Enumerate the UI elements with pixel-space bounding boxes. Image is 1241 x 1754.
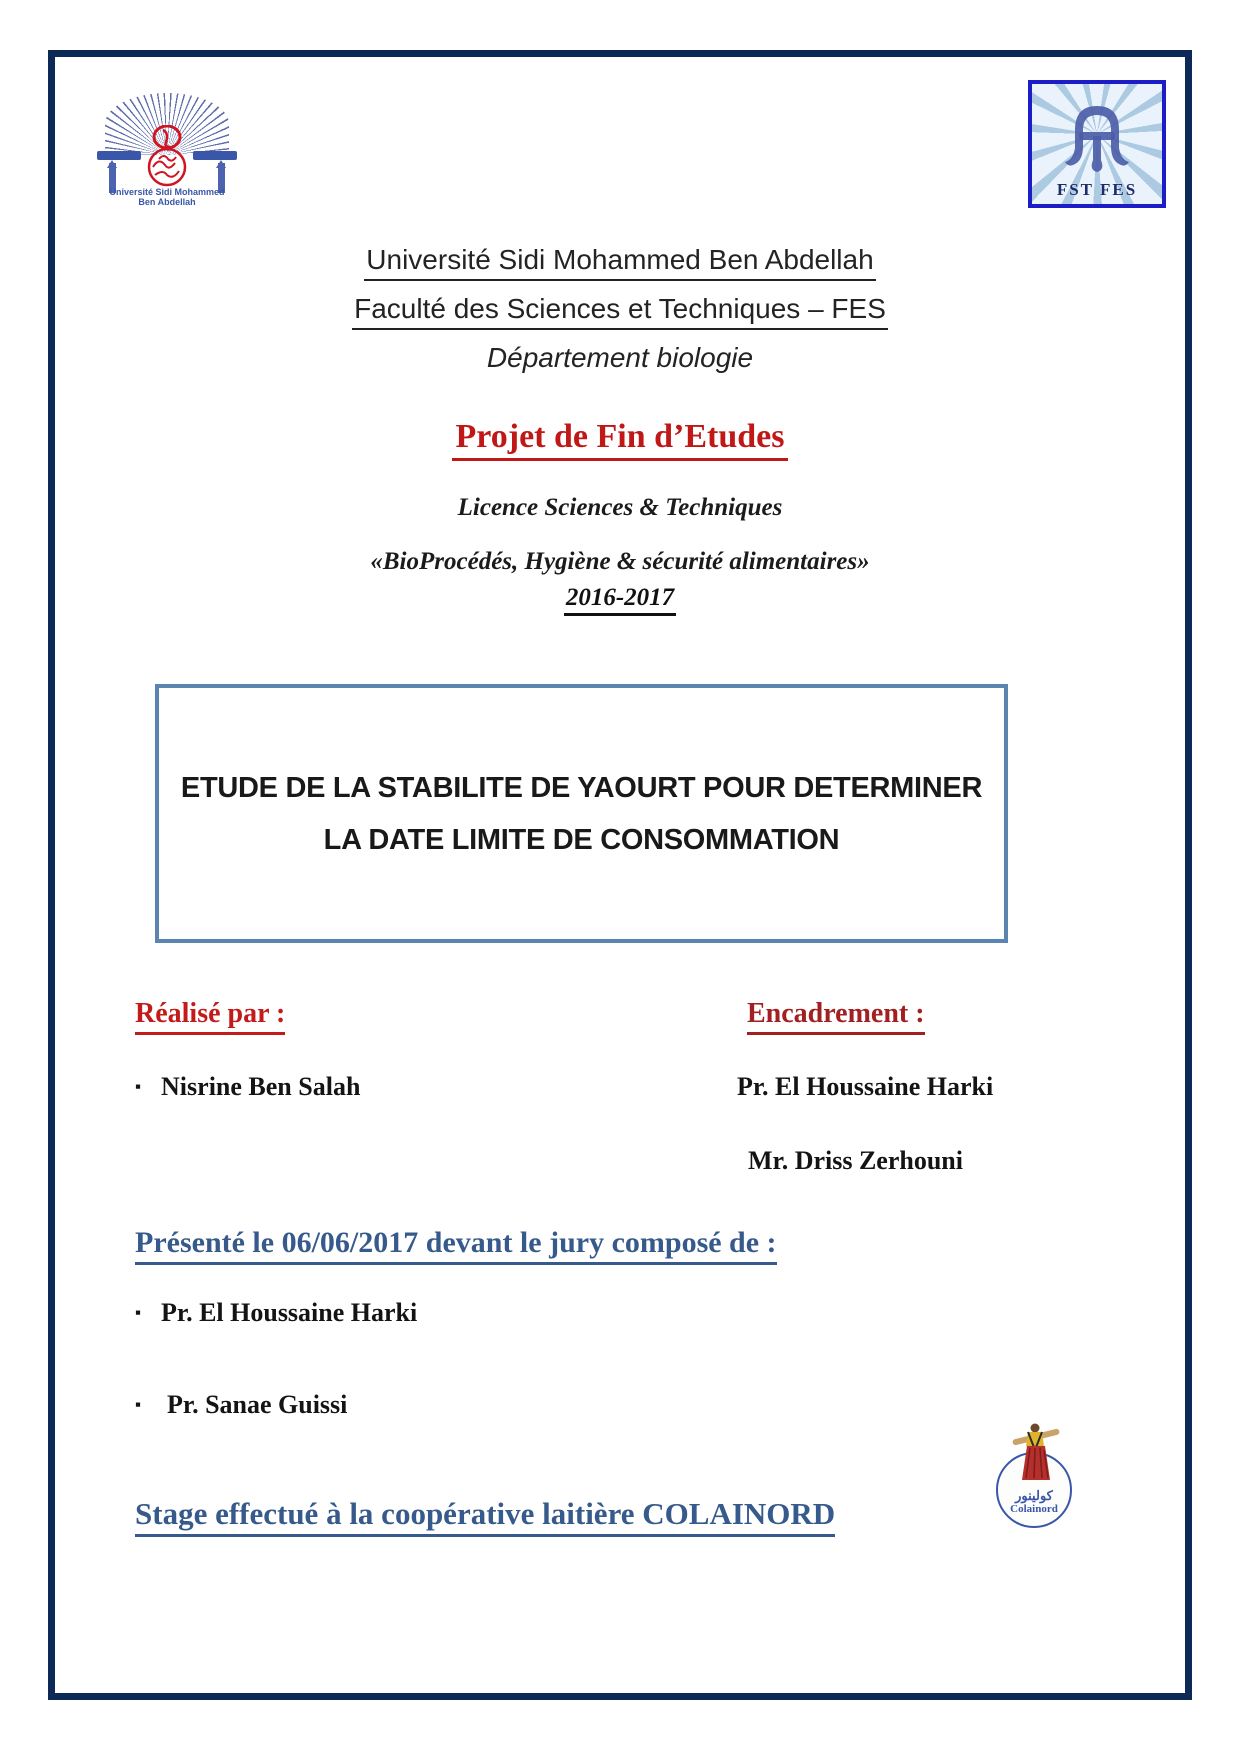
jury-member-row bbox=[135, 1298, 417, 1328]
bullet-icon: ▪ bbox=[135, 1303, 142, 1322]
university-logo-caption-line1: Université Sidi Mohammed bbox=[109, 187, 225, 197]
specialty-line bbox=[55, 548, 1185, 576]
thesis-title-box bbox=[155, 684, 1008, 943]
department-text: Département biologie bbox=[486, 342, 754, 373]
colainord-latin-text: Colainord bbox=[1010, 1503, 1058, 1515]
faculty-line bbox=[55, 293, 1185, 330]
student-name: Nisrine Ben Salah bbox=[161, 1072, 361, 1101]
jury-member-1: Pr. El Houssaine Harki bbox=[161, 1298, 418, 1327]
internship-line: Stage effectué à la coopérative laitière COLAINORD bbox=[135, 1496, 835, 1537]
jury-member-2: Pr. Sanae Guissi bbox=[167, 1390, 348, 1419]
fst-fes-logo bbox=[1028, 80, 1166, 208]
university-logo-caption bbox=[95, 187, 239, 207]
faculty-text: Faculté des Sciences et Techniques – FES bbox=[352, 293, 888, 330]
realise-par-label: Réalisé par : bbox=[135, 998, 285, 1035]
academic-year-line bbox=[55, 584, 1185, 616]
specialty-text: «BioProcédés, Hygiène & sécurité alimentaires» bbox=[370, 548, 870, 575]
academic-year-text: 2016-2017 bbox=[564, 584, 676, 616]
supervisor1-name: Pr. El Houssaine Harki bbox=[737, 1072, 994, 1101]
bullet-icon: ▪ bbox=[135, 1077, 142, 1096]
jury-member-row bbox=[135, 1390, 347, 1420]
university-logo bbox=[95, 85, 239, 213]
colainord-figure-icon bbox=[1010, 1420, 1062, 1482]
university-logo-bar-icon bbox=[97, 151, 141, 160]
university-logo-medallion-icon bbox=[139, 125, 195, 187]
thesis-title-line1: ETUDE DE LA STABILITE DE YAOURT POUR DETERMINER bbox=[180, 771, 983, 804]
colainord-logo bbox=[992, 1420, 1080, 1532]
thesis-title-line2: LA DATE LIMITE DE CONSOMMATION bbox=[323, 823, 840, 856]
university-name-line bbox=[55, 244, 1185, 281]
degree-text: Licence Sciences & Techniques bbox=[457, 494, 783, 521]
project-title-line bbox=[55, 418, 1185, 461]
department-line bbox=[55, 342, 1185, 374]
jury-heading: Présenté le 06/06/2017 devant le jury composé de : bbox=[135, 1226, 777, 1265]
university-logo-bar-icon bbox=[193, 151, 237, 160]
degree-line bbox=[55, 494, 1185, 522]
colainord-arabic-text: كولينور bbox=[1015, 1488, 1053, 1503]
bullet-icon: ▪ bbox=[135, 1395, 142, 1414]
project-title-text: Projet de Fin d’Etudes bbox=[452, 418, 789, 461]
fst-fes-label: FST FES bbox=[1056, 180, 1138, 199]
fst-fes-glyph-icon bbox=[1049, 90, 1145, 176]
student-row bbox=[135, 1072, 360, 1102]
encadrement-label: Encadrement : bbox=[747, 998, 925, 1035]
supervisor2-name: Mr. Driss Zerhouni bbox=[748, 1146, 963, 1175]
university-logo-caption-line2: Ben Abdellah bbox=[138, 197, 196, 207]
university-name-text: Université Sidi Mohammed Ben Abdellah bbox=[364, 244, 875, 281]
